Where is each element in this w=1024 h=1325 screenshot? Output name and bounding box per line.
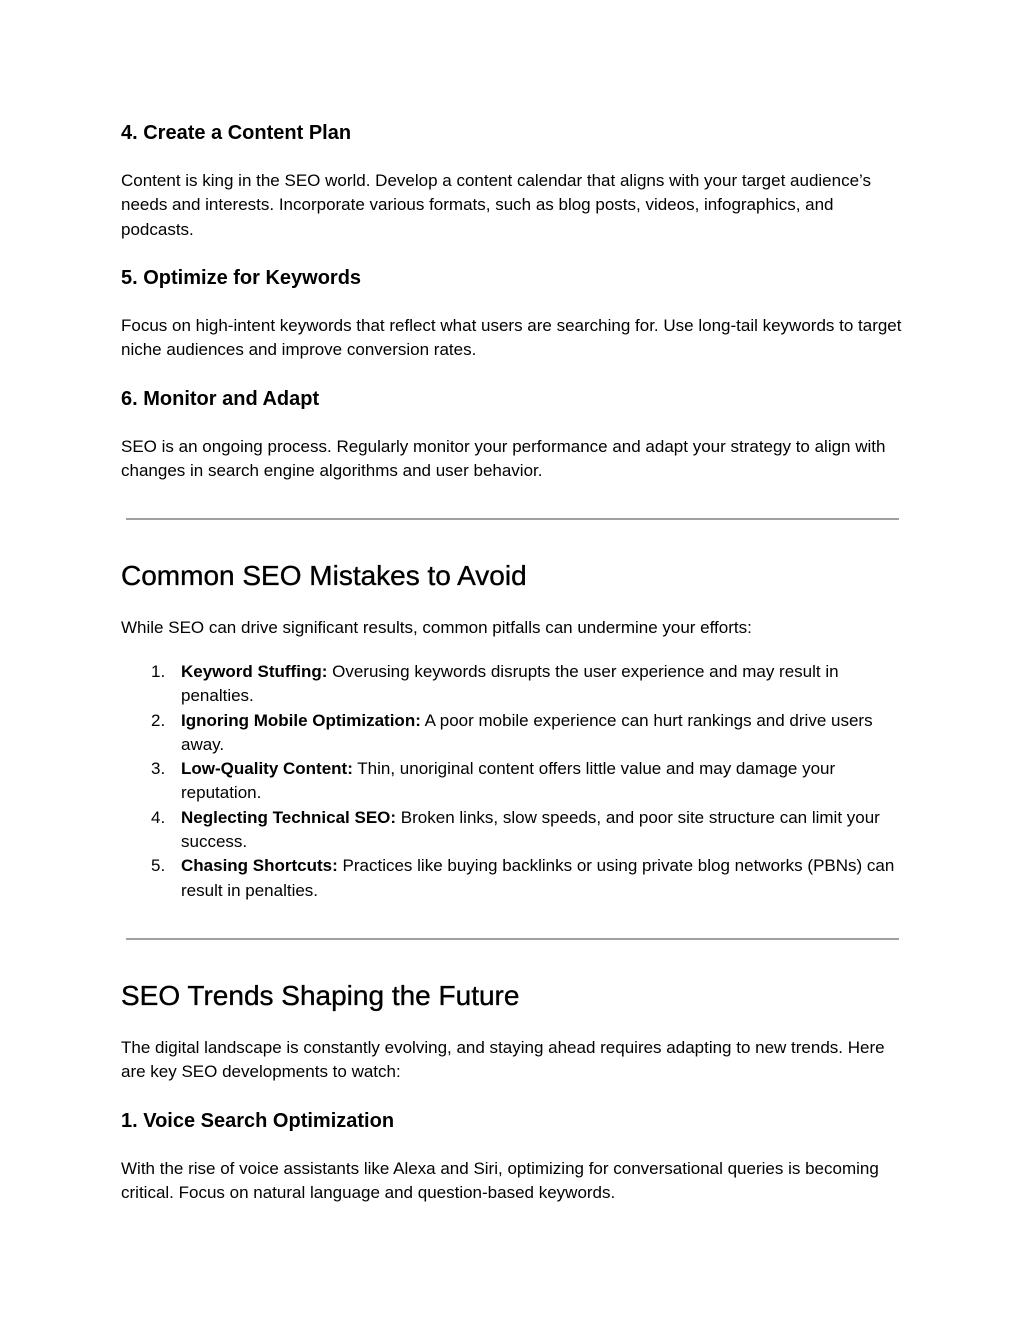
heading-monitor-adapt: 6. Monitor and Adapt: [121, 388, 320, 410]
list-item: [121, 854, 906, 903]
heading-voice-search: 1. Voice Search Optimization: [121, 1110, 395, 1132]
heading-create-content-plan: 4. Create a Content Plan: [121, 122, 352, 144]
list-item-text: Practices like buying backlinks or using private blog networks (PBNs) can result in penalties.: [181, 856, 895, 900]
heading-seo-trends: SEO Trends Shaping the Future: [121, 980, 520, 1011]
list-item-term: Chasing Shortcuts:: [181, 856, 338, 876]
section-divider: [126, 938, 899, 940]
list-item: [121, 806, 906, 855]
list-item: [121, 660, 906, 709]
list-item-number: 2.: [151, 710, 166, 730]
list-item-number: 5.: [151, 856, 166, 876]
paragraph-voice-search: With the rise of voice assistants like Alexa and Siri, optimizing for conversational queries is becoming critical. Focus on natural language and question-based keywords.: [121, 1159, 879, 1203]
list-item-term: Neglecting Technical SEO:: [181, 807, 397, 827]
heading-optimize-keywords: 5. Optimize for Keywords: [121, 267, 362, 289]
paragraph-content-plan: Content is king in the SEO world. Develop a content calendar that aligns with your target audience’s needs and interests. Incorporate various formats, such as blog posts, videos, infographics, and podcasts.: [121, 171, 872, 239]
heading-common-mistakes: Common SEO Mistakes to Avoid: [121, 560, 527, 591]
list-item-text: A poor mobile experience can hurt rankings and drive users away.: [181, 710, 873, 754]
list-item: [121, 709, 906, 758]
list-item-text: Overusing keywords disrupts the user experience and may result in penalties.: [181, 662, 839, 706]
list-item-text: Broken links, slow speeds, and poor site structure can limit your success.: [181, 807, 880, 852]
list-item-number: 1.: [151, 662, 166, 681]
list-item-term: Ignoring Mobile Optimization:: [181, 710, 421, 730]
list-item-number: 4.: [151, 807, 166, 827]
list-item-term: Keyword Stuffing:: [181, 662, 328, 681]
list-item: [121, 757, 906, 806]
list-item-term: Low-Quality Content:: [181, 759, 353, 779]
mistakes-list: [121, 660, 906, 903]
paragraph-keywords: Focus on high-intent keywords that reflect what users are searching for. Use long-tail keywords to target niche audiences and improve conversion rates.: [121, 316, 902, 360]
paragraph-monitor: SEO is an ongoing process. Regularly monitor your performance and adapt your strategy to align with changes in search engine algorithms and user behavior.: [121, 437, 886, 481]
list-item-number: 3.: [151, 759, 166, 779]
paragraph-trends-intro: The digital landscape is constantly evolving, and staying ahead requires adapting to new trends. Here are key SEO developments to watch:: [121, 1038, 885, 1082]
section-divider: [126, 518, 899, 520]
paragraph-mistakes-intro: While SEO can drive significant results, common pitfalls can undermine your efforts:: [121, 618, 752, 637]
list-item-text: Thin, unoriginal content offers little value and may damage your reputation.: [181, 759, 836, 803]
